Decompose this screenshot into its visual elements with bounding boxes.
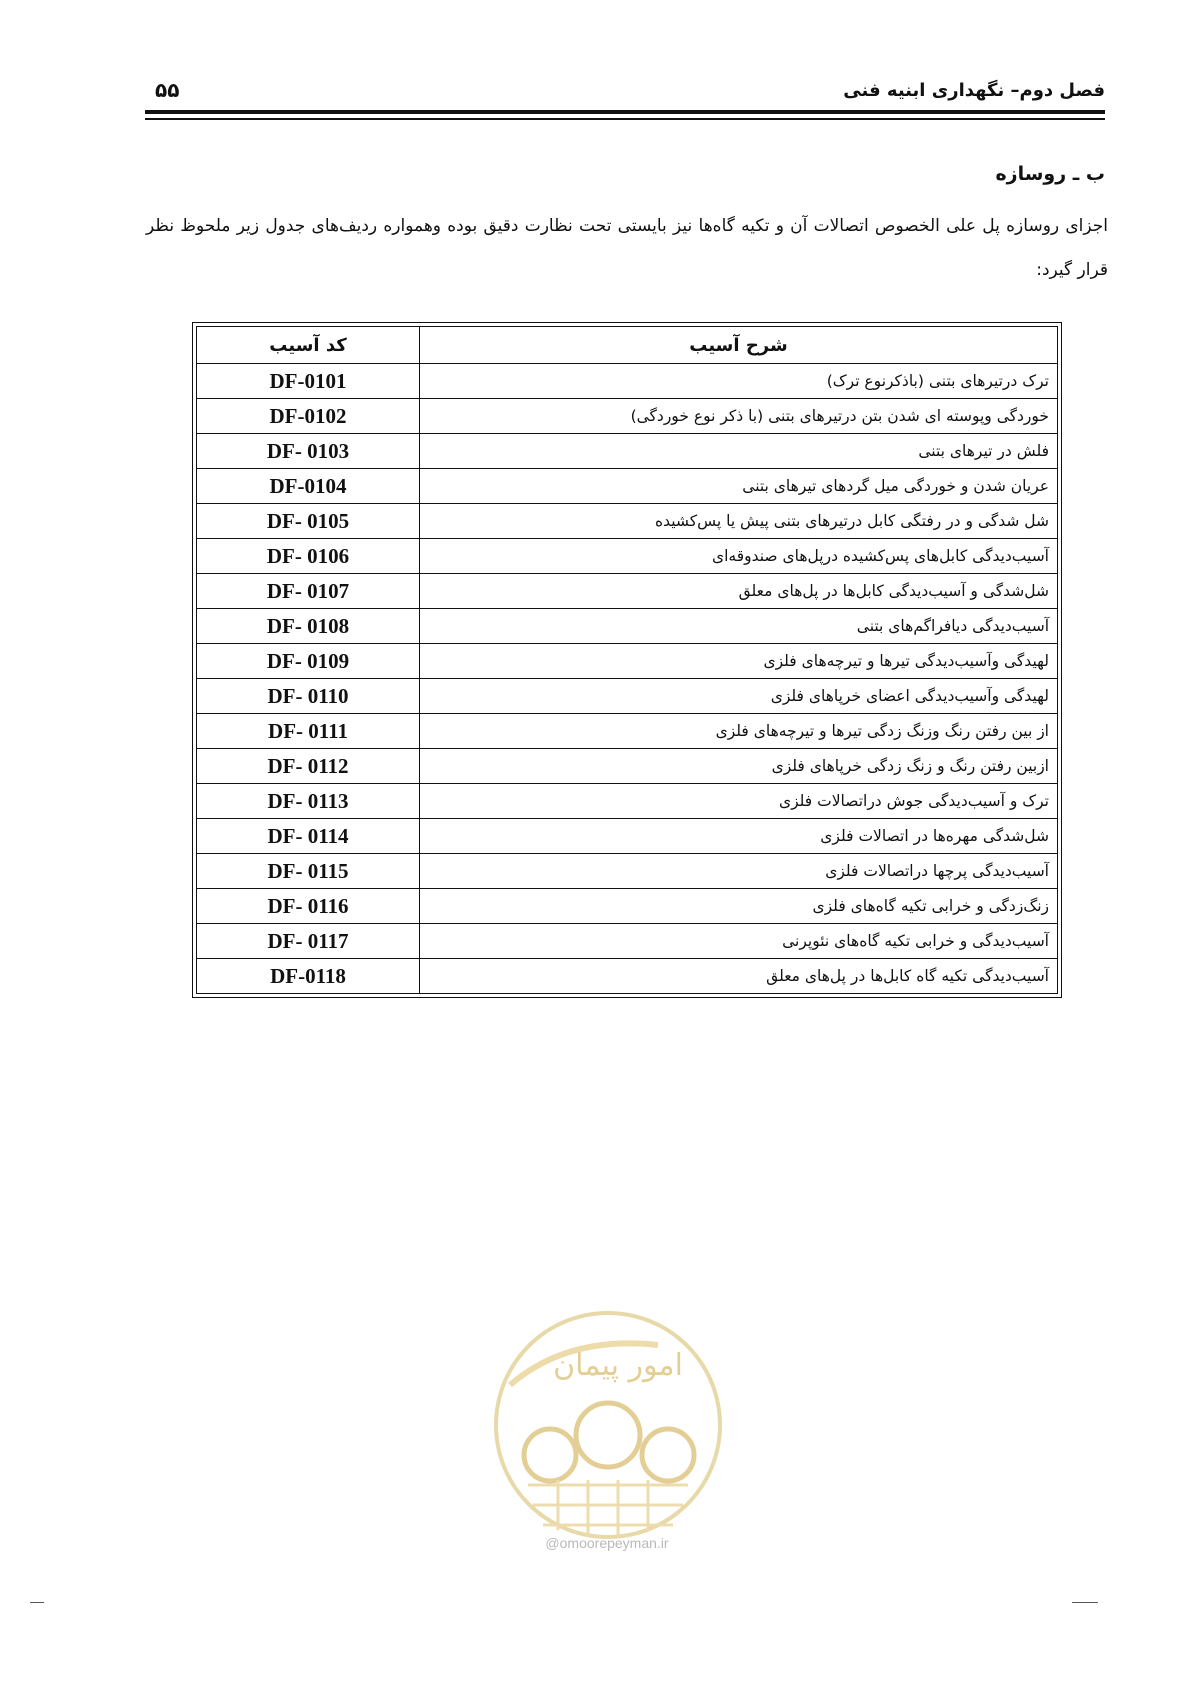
damage-description: شل‌شدگی و آسیب‌دیدگی کابل‌ها در پل‌های معلق: [420, 574, 1058, 609]
damage-code: DF- 0105: [197, 504, 420, 539]
damage-code: DF- 0110: [197, 679, 420, 714]
table-row: [197, 434, 1058, 469]
watermark-gears: [524, 1403, 694, 1481]
code-column-header: کد آسیب: [197, 327, 420, 364]
table-row: [197, 504, 1058, 539]
table-row: [197, 819, 1058, 854]
table-row: [197, 539, 1058, 574]
damage-code: DF- 0114: [197, 819, 420, 854]
damage-code: DF- 0112: [197, 749, 420, 784]
watermark-url: @omoorepeyman.ir: [545, 1535, 669, 1551]
section-heading: ب ـ روسازه: [995, 163, 1105, 185]
table-row: [197, 364, 1058, 399]
damage-description: از بین رفتن رنگ وزنگ زدگی تیرها و تیرچه‌های فلزی: [420, 714, 1058, 749]
table-row: [197, 889, 1058, 924]
damage-code: DF- 0109: [197, 644, 420, 679]
damage-code: DF- 0111: [197, 714, 420, 749]
description-column-header: شرح آسیب: [420, 327, 1058, 364]
table-header-row: [197, 327, 1058, 364]
table-row: [197, 749, 1058, 784]
watermark-logo: [488, 1305, 728, 1565]
damage-code: DF-0101: [197, 364, 420, 399]
table-row: [197, 854, 1058, 889]
table-row: [197, 679, 1058, 714]
damage-code: DF-0104: [197, 469, 420, 504]
table-row: [197, 784, 1058, 819]
damage-description: زنگ‌زدگی و خرابی تکیه گاه‌های فلزی: [420, 889, 1058, 924]
damage-code: DF-0102: [197, 399, 420, 434]
damage-description: آسیب‌دیدگی پرچها دراتصالات فلزی: [420, 854, 1058, 889]
scan-mark-right: [1072, 1602, 1098, 1603]
damage-code: DF- 0106: [197, 539, 420, 574]
damage-description: لهیدگی وآسیب‌دیدگی اعضای خرپاهای فلزی: [420, 679, 1058, 714]
table-row: [197, 644, 1058, 679]
damage-code: DF- 0117: [197, 924, 420, 959]
table-row: [197, 959, 1058, 994]
damage-description: لهیدگی وآسیب‌دیدگی تیرها و تیرچه‌های فلزی: [420, 644, 1058, 679]
damage-description: آسیب‌دیدگی دیافراگم‌های بتنی: [420, 609, 1058, 644]
table-row: [197, 714, 1058, 749]
damage-code: DF- 0108: [197, 609, 420, 644]
chapter-title: فصل دوم– نگهداری ابنیه فنی: [843, 80, 1105, 101]
damage-description: عریان شدن و خوردگی میل گردهای تیرهای بتنی: [420, 469, 1058, 504]
intro-paragraph: اجزای روسازه پل علی الخصوص اتصالات آن و تکیه گاه‌ها نیز بایستی تحت نظارت دقیق بوده وهمواره ردیف‌های جدول زیر ملحوظ نظر قرار گیرد:: [146, 216, 1108, 280]
page-number: ۵۵: [155, 78, 180, 102]
watermark-grid: [528, 1480, 688, 1537]
table-row: [197, 609, 1058, 644]
header-rule-thin: [145, 118, 1105, 120]
damage-code: DF- 0115: [197, 854, 420, 889]
damage-description: ازبین رفتن رنگ و زنگ زدگی خرپاهای فلزی: [420, 749, 1058, 784]
scan-mark-left: [30, 1602, 44, 1603]
damage-description: آسیب‌دیدگی کابل‌های پس‌کشیده درپل‌های صندوقه‌ای: [420, 539, 1058, 574]
table-row: [197, 469, 1058, 504]
damage-description: آسیب‌دیدگی و خرابی تکیه گاه‌های نئوپرنی: [420, 924, 1058, 959]
damage-code-table: [196, 326, 1058, 994]
table-row: [197, 924, 1058, 959]
damage-description: فلش در تیرهای بتنی: [420, 434, 1058, 469]
damage-code: DF-0118: [197, 959, 420, 994]
header-rule-thick: [145, 110, 1105, 114]
damage-description: ترک درتیرهای بتنی (باذکرنوع ترک): [420, 364, 1058, 399]
damage-code: DF- 0103: [197, 434, 420, 469]
table-row: [197, 399, 1058, 434]
damage-description: خوردگی وپوسته ای شدن بتن درتیرهای بتنی (با ذکر نوع خوردگی): [420, 399, 1058, 434]
damage-description: شل شدگی و در رفتگی کابل درتیرهای بتنی پیش یا پس‌کشیده: [420, 504, 1058, 539]
damage-description: ترک و آسیب‌دیدگی جوش دراتصالات فلزی: [420, 784, 1058, 819]
damage-code: DF- 0107: [197, 574, 420, 609]
damage-description: شل‌شدگی مهره‌ها در اتصالات فلزی: [420, 819, 1058, 854]
table-row: [197, 574, 1058, 609]
damage-code: DF- 0113: [197, 784, 420, 819]
damage-code: DF- 0116: [197, 889, 420, 924]
watermark-logo-text: امور پیمان: [553, 1348, 683, 1383]
damage-description: آسیب‌دیدگی تکیه گاه کابل‌ها در پل‌های معلق: [420, 959, 1058, 994]
